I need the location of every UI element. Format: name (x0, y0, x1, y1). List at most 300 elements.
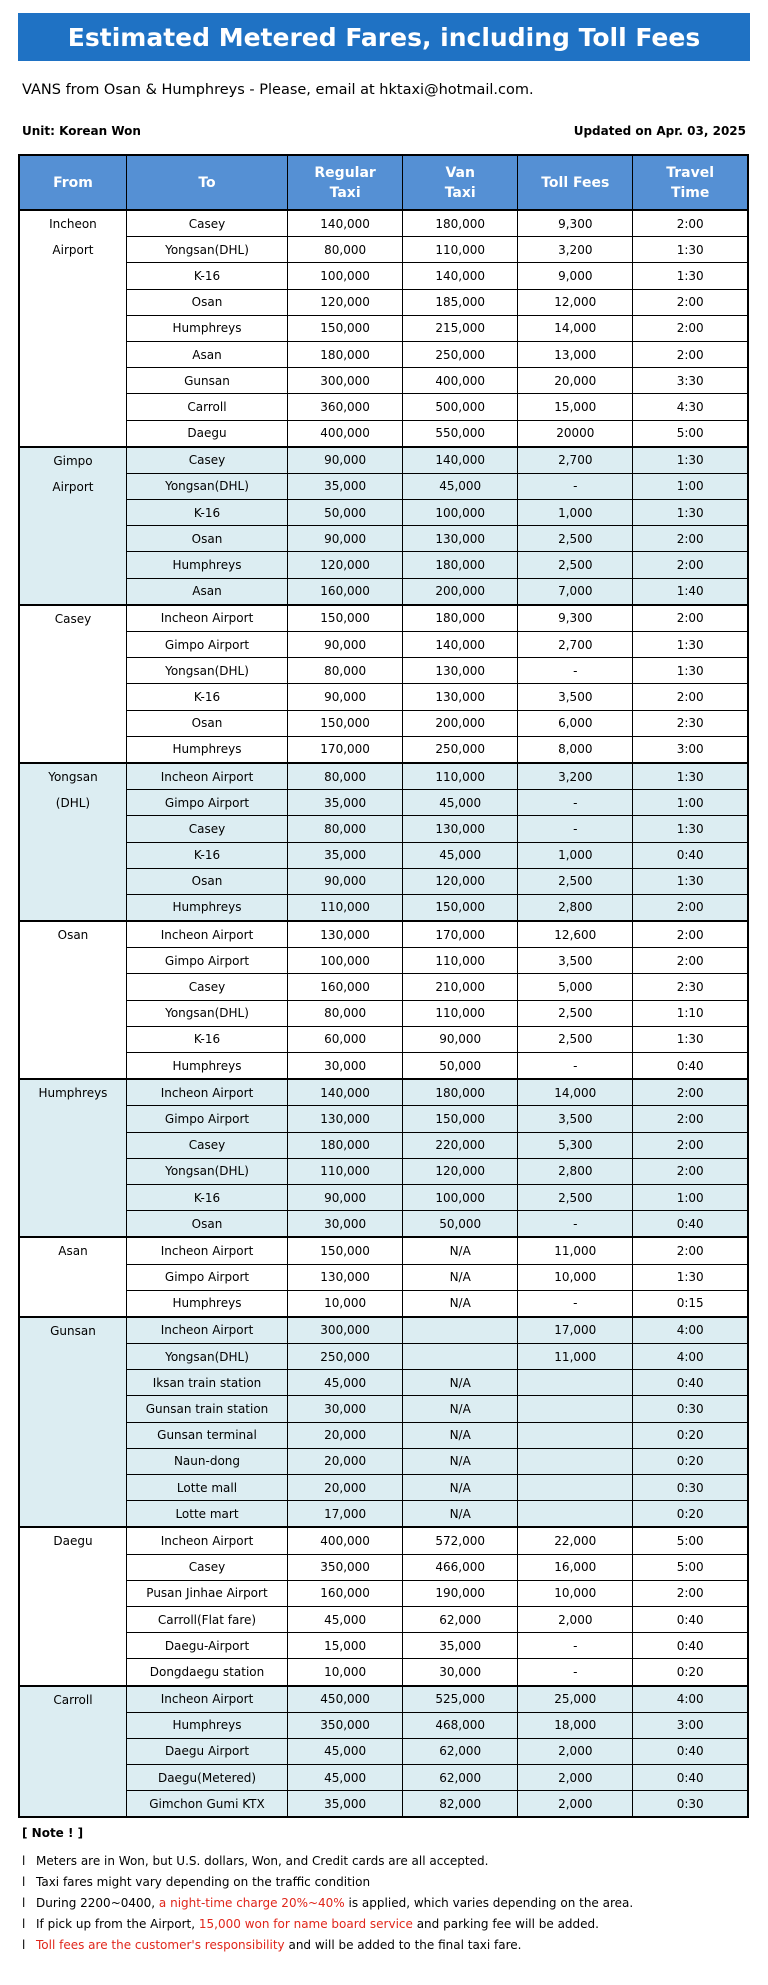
cell-destination: Humphreys (126, 894, 287, 921)
table-row (19, 1264, 748, 1290)
cell-van-taxi: 140,000 (403, 632, 518, 658)
table-row (19, 1158, 748, 1184)
cell-regular-taxi: 180,000 (288, 1132, 403, 1158)
cell-toll-fee: 16,000 (518, 1554, 633, 1580)
cell-van-taxi: 130,000 (403, 658, 518, 684)
origin-label: Daegu (53, 1534, 93, 1549)
cell-van-taxi: 185,000 (403, 289, 518, 315)
cell-van-taxi: 500,000 (403, 394, 518, 420)
note-item (22, 1938, 633, 1953)
cell-regular-taxi: 35,000 (288, 842, 403, 868)
cell-travel-time: 0:20 (633, 1422, 748, 1448)
table-row (19, 1317, 748, 1344)
cell-toll-fee: 2,500 (518, 1184, 633, 1210)
cell-destination: Humphreys (126, 736, 287, 763)
table-row (19, 1554, 748, 1580)
note-item (22, 1875, 633, 1890)
note-highlight: 15,000 won for name board service (198, 1917, 413, 1931)
cell-toll-fee: 3,500 (518, 684, 633, 710)
cell-destination: Yongsan(DHL) (126, 1000, 287, 1026)
cell-toll-fee (518, 1396, 633, 1422)
cell-from (19, 210, 126, 447)
cell-destination: K-16 (126, 500, 287, 526)
cell-toll-fee: 2,800 (518, 894, 633, 921)
table-row (19, 1106, 748, 1132)
table-header-row (19, 155, 748, 210)
cell-toll-fee: 20,000 (518, 368, 633, 394)
cell-destination: Gimpo Airport (126, 632, 287, 658)
cell-travel-time: 3:00 (633, 736, 748, 763)
table-row (19, 1791, 748, 1818)
cell-travel-time: 0:40 (633, 1211, 748, 1238)
cell-van-taxi: 110,000 (403, 237, 518, 263)
cell-van-taxi: 180,000 (403, 210, 518, 237)
cell-travel-time: 2:00 (633, 1132, 748, 1158)
cell-regular-taxi: 250,000 (288, 1344, 403, 1370)
cell-destination: Asan (126, 578, 287, 605)
cell-toll-fee: 11,000 (518, 1344, 633, 1370)
contact-info: VANS from Osan & Humphreys - Please, email at hktaxi@hotmail.com. (22, 82, 534, 98)
cell-destination: Gunsan train station (126, 1396, 287, 1422)
cell-regular-taxi: 110,000 (288, 894, 403, 921)
cell-toll-fee: 2,700 (518, 632, 633, 658)
cell-destination: Humphreys (126, 552, 287, 578)
cell-regular-taxi: 170,000 (288, 736, 403, 763)
cell-toll-fee: 2,000 (518, 1606, 633, 1632)
cell-van-taxi: 525,000 (403, 1686, 518, 1713)
cell-from (19, 921, 126, 1079)
cell-toll-fee: 17,000 (518, 1317, 633, 1344)
origin-label: Yongsan (DHL) (48, 769, 98, 810)
origin-label: Gunsan (50, 1323, 96, 1338)
cell-van-taxi: 468,000 (403, 1712, 518, 1738)
cell-travel-time: 2:00 (633, 1158, 748, 1184)
table-row (19, 868, 748, 894)
cell-van-taxi: 215,000 (403, 315, 518, 341)
cell-van-taxi: 130,000 (403, 684, 518, 710)
table-row (19, 763, 748, 790)
cell-destination: Lotte mart (126, 1501, 287, 1528)
cell-toll-fee: 2,000 (518, 1791, 633, 1818)
cell-van-taxi: 45,000 (403, 842, 518, 868)
table-row (19, 368, 748, 394)
cell-toll-fee: 9,300 (518, 605, 633, 632)
cell-van-taxi: 110,000 (403, 948, 518, 974)
header-travel-time: Travel Time (633, 155, 748, 210)
cell-travel-time: 0:30 (633, 1475, 748, 1501)
notes-section (22, 1826, 633, 1959)
cell-toll-fee: - (518, 473, 633, 499)
cell-van-taxi: 400,000 (403, 368, 518, 394)
table-row (19, 210, 748, 237)
cell-regular-taxi: 360,000 (288, 394, 403, 420)
cell-toll-fee: 2,800 (518, 1158, 633, 1184)
cell-van-taxi: N/A (403, 1290, 518, 1317)
cell-travel-time: 2:00 (633, 210, 748, 237)
cell-regular-taxi: 300,000 (288, 368, 403, 394)
cell-toll-fee: 2,500 (518, 552, 633, 578)
cell-toll-fee: 12,000 (518, 289, 633, 315)
cell-van-taxi: 130,000 (403, 526, 518, 552)
cell-regular-taxi: 150,000 (288, 315, 403, 341)
table-row (19, 1211, 748, 1238)
cell-van-taxi: 200,000 (403, 578, 518, 605)
cell-van-taxi: 210,000 (403, 974, 518, 1000)
cell-toll-fee: 1,000 (518, 500, 633, 526)
cell-travel-time: 1:30 (633, 1264, 748, 1290)
notes-title: [ Note ! ] (22, 1826, 84, 1840)
cell-van-taxi: 200,000 (403, 710, 518, 736)
cell-toll-fee: 2,500 (518, 526, 633, 552)
cell-van-taxi: 110,000 (403, 763, 518, 790)
cell-travel-time: 2:00 (633, 315, 748, 341)
cell-regular-taxi: 130,000 (288, 1264, 403, 1290)
cell-regular-taxi: 90,000 (288, 868, 403, 894)
cell-from (19, 763, 126, 921)
page-title: Estimated Metered Fares, including Toll Fees (18, 13, 750, 61)
cell-destination: Casey (126, 974, 287, 1000)
cell-toll-fee: - (518, 816, 633, 842)
cell-toll-fee: 2,500 (518, 1000, 633, 1026)
cell-travel-time: 0:40 (633, 1633, 748, 1659)
origin-label: Casey (54, 611, 92, 626)
cell-travel-time: 0:40 (633, 842, 748, 868)
cell-regular-taxi: 140,000 (288, 210, 403, 237)
cell-travel-time: 2:00 (633, 921, 748, 948)
cell-van-taxi: 180,000 (403, 605, 518, 632)
cell-travel-time: 0:40 (633, 1738, 748, 1764)
table-row (19, 974, 748, 1000)
table-row (19, 289, 748, 315)
cell-travel-time: 1:30 (633, 816, 748, 842)
cell-destination: Yongsan(DHL) (126, 1158, 287, 1184)
cell-regular-taxi: 90,000 (288, 526, 403, 552)
table-row (19, 578, 748, 605)
origin-label: Osan (57, 928, 89, 943)
cell-regular-taxi: 140,000 (288, 1079, 403, 1106)
cell-toll-fee (518, 1448, 633, 1474)
cell-travel-time: 3:30 (633, 368, 748, 394)
cell-travel-time: 2:00 (633, 1237, 748, 1264)
table-row (19, 684, 748, 710)
cell-destination: Incheon Airport (126, 921, 287, 948)
cell-van-taxi: 120,000 (403, 868, 518, 894)
cell-toll-fee: 6,000 (518, 710, 633, 736)
table-row (19, 605, 748, 632)
cell-toll-fee (518, 1475, 633, 1501)
table-row (19, 1765, 748, 1791)
cell-toll-fee: 8,000 (518, 736, 633, 763)
table-row (19, 526, 748, 552)
cell-destination: Lotte mall (126, 1475, 287, 1501)
cell-from (19, 1079, 126, 1237)
cell-destination: Incheon Airport (126, 763, 287, 790)
cell-van-taxi: 110,000 (403, 1000, 518, 1026)
cell-toll-fee: 10,000 (518, 1264, 633, 1290)
cell-travel-time: 0:20 (633, 1501, 748, 1528)
cell-travel-time: 5:00 (633, 420, 748, 447)
cell-travel-time: 4:00 (633, 1686, 748, 1713)
cell-travel-time: 0:40 (633, 1370, 748, 1396)
cell-van-taxi: 170,000 (403, 921, 518, 948)
origin-label: Carroll (53, 1692, 93, 1707)
cell-regular-taxi: 80,000 (288, 763, 403, 790)
cell-destination: Casey (126, 447, 287, 474)
table-row (19, 1501, 748, 1528)
cell-van-taxi: 90,000 (403, 1026, 518, 1052)
cell-destination: Osan (126, 868, 287, 894)
cell-destination: Daegu(Metered) (126, 1765, 287, 1791)
table-row (19, 1344, 748, 1370)
note-highlight: a night-time charge 20%~40% (158, 1896, 345, 1910)
cell-van-taxi: N/A (403, 1370, 518, 1396)
cell-travel-time: 1:00 (633, 1184, 748, 1210)
cell-van-taxi: 466,000 (403, 1554, 518, 1580)
cell-toll-fee: - (518, 1633, 633, 1659)
cell-toll-fee: 9,000 (518, 263, 633, 289)
cell-toll-fee: - (518, 1659, 633, 1686)
cell-van-taxi: 120,000 (403, 1158, 518, 1184)
cell-destination: Incheon Airport (126, 1237, 287, 1264)
cell-destination: Daegu-Airport (126, 1633, 287, 1659)
cell-destination: Daegu (126, 420, 287, 447)
cell-toll-fee: 3,200 (518, 763, 633, 790)
cell-regular-taxi: 130,000 (288, 921, 403, 948)
cell-travel-time: 1:30 (633, 447, 748, 474)
cell-toll-fee: 2,500 (518, 868, 633, 894)
cell-destination: Osan (126, 1211, 287, 1238)
table-row (19, 500, 748, 526)
cell-regular-taxi: 160,000 (288, 578, 403, 605)
note-text: and will be added to the final taxi fare. (284, 1938, 522, 1952)
cell-regular-taxi: 300,000 (288, 1317, 403, 1344)
cell-regular-taxi: 350,000 (288, 1712, 403, 1738)
cell-van-taxi: 45,000 (403, 473, 518, 499)
cell-toll-fee: 3,200 (518, 237, 633, 263)
cell-destination: Incheon Airport (126, 1317, 287, 1344)
table-row (19, 1659, 748, 1686)
cell-travel-time: 2:00 (633, 552, 748, 578)
cell-toll-fee: - (518, 790, 633, 816)
cell-travel-time: 2:00 (633, 1106, 748, 1132)
table-row (19, 1580, 748, 1606)
cell-regular-taxi: 35,000 (288, 1791, 403, 1818)
cell-regular-taxi: 400,000 (288, 420, 403, 447)
cell-van-taxi: 100,000 (403, 1184, 518, 1210)
cell-destination: Incheon Airport (126, 605, 287, 632)
table-row (19, 473, 748, 499)
cell-toll-fee: 20000 (518, 420, 633, 447)
cell-destination: Iksan train station (126, 1370, 287, 1396)
cell-regular-taxi: 100,000 (288, 948, 403, 974)
origin-label: Humphreys (38, 1086, 108, 1101)
cell-destination: Yongsan(DHL) (126, 473, 287, 499)
cell-travel-time: 1:00 (633, 473, 748, 499)
table-row (19, 816, 748, 842)
cell-toll-fee: - (518, 1290, 633, 1317)
note-text: is applied, which varies depending on the area. (344, 1896, 634, 1910)
cell-from (19, 1686, 126, 1818)
note-text: Taxi fares might vary depending on the traffic condition (36, 1875, 371, 1889)
cell-van-taxi: 130,000 (403, 816, 518, 842)
cell-van-taxi: 180,000 (403, 552, 518, 578)
table-row (19, 552, 748, 578)
cell-toll-fee: 2,000 (518, 1765, 633, 1791)
table-row (19, 790, 748, 816)
cell-destination: Incheon Airport (126, 1686, 287, 1713)
cell-regular-taxi: 160,000 (288, 1580, 403, 1606)
cell-toll-fee: 14,000 (518, 315, 633, 341)
cell-destination: Asan (126, 341, 287, 367)
table-row (19, 341, 748, 367)
cell-travel-time: 1:30 (633, 868, 748, 894)
cell-van-taxi: 35,000 (403, 1633, 518, 1659)
bullet-icon: l (22, 1938, 26, 1952)
note-text: and parking fee will be added. (412, 1917, 599, 1931)
cell-regular-taxi: 35,000 (288, 473, 403, 499)
table-row (19, 447, 748, 474)
cell-travel-time: 5:00 (633, 1554, 748, 1580)
cell-regular-taxi: 80,000 (288, 658, 403, 684)
cell-regular-taxi: 90,000 (288, 1184, 403, 1210)
cell-toll-fee: 3,500 (518, 948, 633, 974)
table-row (19, 1633, 748, 1659)
cell-toll-fee (518, 1501, 633, 1528)
cell-toll-fee: 1,000 (518, 842, 633, 868)
cell-from (19, 1527, 126, 1685)
cell-regular-taxi: 150,000 (288, 605, 403, 632)
cell-destination: Osan (126, 289, 287, 315)
cell-regular-taxi: 180,000 (288, 341, 403, 367)
cell-toll-fee: 25,000 (518, 1686, 633, 1713)
cell-destination: K-16 (126, 842, 287, 868)
cell-destination: Casey (126, 1132, 287, 1158)
table-row (19, 1396, 748, 1422)
cell-travel-time: 0:20 (633, 1659, 748, 1686)
cell-destination: Carroll (126, 394, 287, 420)
table-row (19, 632, 748, 658)
table-row (19, 894, 748, 921)
cell-van-taxi: 250,000 (403, 341, 518, 367)
cell-travel-time: 2:00 (633, 341, 748, 367)
table-row (19, 1079, 748, 1106)
table-row (19, 1606, 748, 1632)
cell-travel-time: 2:00 (633, 1079, 748, 1106)
cell-regular-taxi: 15,000 (288, 1633, 403, 1659)
cell-travel-time: 4:00 (633, 1317, 748, 1344)
table-row (19, 1712, 748, 1738)
cell-van-taxi: N/A (403, 1475, 518, 1501)
cell-destination: Humphreys (126, 1053, 287, 1080)
cell-toll-fee: 2,000 (518, 1738, 633, 1764)
cell-destination: Gimpo Airport (126, 790, 287, 816)
cell-destination: Incheon Airport (126, 1079, 287, 1106)
table-row (19, 1448, 748, 1474)
cell-van-taxi: 62,000 (403, 1765, 518, 1791)
cell-van-taxi: 150,000 (403, 1106, 518, 1132)
cell-regular-taxi: 35,000 (288, 790, 403, 816)
cell-van-taxi: 50,000 (403, 1211, 518, 1238)
cell-toll-fee: 10,000 (518, 1580, 633, 1606)
cell-regular-taxi: 110,000 (288, 1158, 403, 1184)
note-text: Meters are in Won, but U.S. dollars, Won, and Credit cards are all accepted. (36, 1854, 489, 1868)
cell-regular-taxi: 30,000 (288, 1211, 403, 1238)
cell-destination: Gunsan terminal (126, 1422, 287, 1448)
cell-toll-fee (518, 1422, 633, 1448)
cell-van-taxi: N/A (403, 1264, 518, 1290)
cell-travel-time: 2:00 (633, 605, 748, 632)
table-row (19, 315, 748, 341)
cell-destination: Humphreys (126, 1290, 287, 1317)
cell-van-taxi: 82,000 (403, 1791, 518, 1818)
cell-van-taxi: 140,000 (403, 447, 518, 474)
cell-regular-taxi: 50,000 (288, 500, 403, 526)
cell-toll-fee (518, 1370, 633, 1396)
cell-destination: Daegu Airport (126, 1738, 287, 1764)
cell-van-taxi: 62,000 (403, 1738, 518, 1764)
cell-regular-taxi: 350,000 (288, 1554, 403, 1580)
cell-van-taxi: N/A (403, 1501, 518, 1528)
cell-toll-fee: 18,000 (518, 1712, 633, 1738)
cell-destination: Yongsan(DHL) (126, 1344, 287, 1370)
cell-regular-taxi: 80,000 (288, 816, 403, 842)
cell-destination: Carroll(Flat fare) (126, 1606, 287, 1632)
cell-travel-time: 0:30 (633, 1791, 748, 1818)
table-row (19, 842, 748, 868)
cell-destination: Incheon Airport (126, 1527, 287, 1554)
cell-regular-taxi: 10,000 (288, 1659, 403, 1686)
cell-travel-time: 4:30 (633, 394, 748, 420)
cell-travel-time: 1:30 (633, 632, 748, 658)
header-from: From (19, 155, 126, 210)
origin-label: Incheon Airport (49, 217, 97, 257)
cell-travel-time: 2:00 (633, 894, 748, 921)
cell-travel-time: 0:15 (633, 1290, 748, 1317)
cell-van-taxi: N/A (403, 1237, 518, 1264)
cell-toll-fee: - (518, 1053, 633, 1080)
cell-travel-time: 1:30 (633, 763, 748, 790)
cell-van-taxi: 50,000 (403, 1053, 518, 1080)
cell-toll-fee: 7,000 (518, 578, 633, 605)
bullet-icon: l (22, 1896, 26, 1910)
cell-destination: Yongsan(DHL) (126, 658, 287, 684)
cell-travel-time: 0:40 (633, 1765, 748, 1791)
table-row (19, 1370, 748, 1396)
table-row (19, 1527, 748, 1554)
cell-travel-time: 2:30 (633, 974, 748, 1000)
cell-destination: Yongsan(DHL) (126, 237, 287, 263)
cell-travel-time: 1:10 (633, 1000, 748, 1026)
cell-regular-taxi: 100,000 (288, 263, 403, 289)
cell-destination: Humphreys (126, 315, 287, 341)
cell-from (19, 447, 126, 605)
cell-travel-time: 0:40 (633, 1053, 748, 1080)
cell-travel-time: 1:30 (633, 1026, 748, 1052)
cell-regular-taxi: 45,000 (288, 1370, 403, 1396)
cell-regular-taxi: 400,000 (288, 1527, 403, 1554)
cell-from (19, 1317, 126, 1528)
cell-regular-taxi: 450,000 (288, 1686, 403, 1713)
cell-van-taxi: 100,000 (403, 500, 518, 526)
cell-regular-taxi: 60,000 (288, 1026, 403, 1052)
cell-destination: Casey (126, 1554, 287, 1580)
cell-van-taxi: 150,000 (403, 894, 518, 921)
cell-destination: Casey (126, 816, 287, 842)
cell-travel-time: 1:30 (633, 237, 748, 263)
fare-table (18, 154, 749, 1818)
table-row (19, 1422, 748, 1448)
cell-toll-fee: 9,300 (518, 210, 633, 237)
